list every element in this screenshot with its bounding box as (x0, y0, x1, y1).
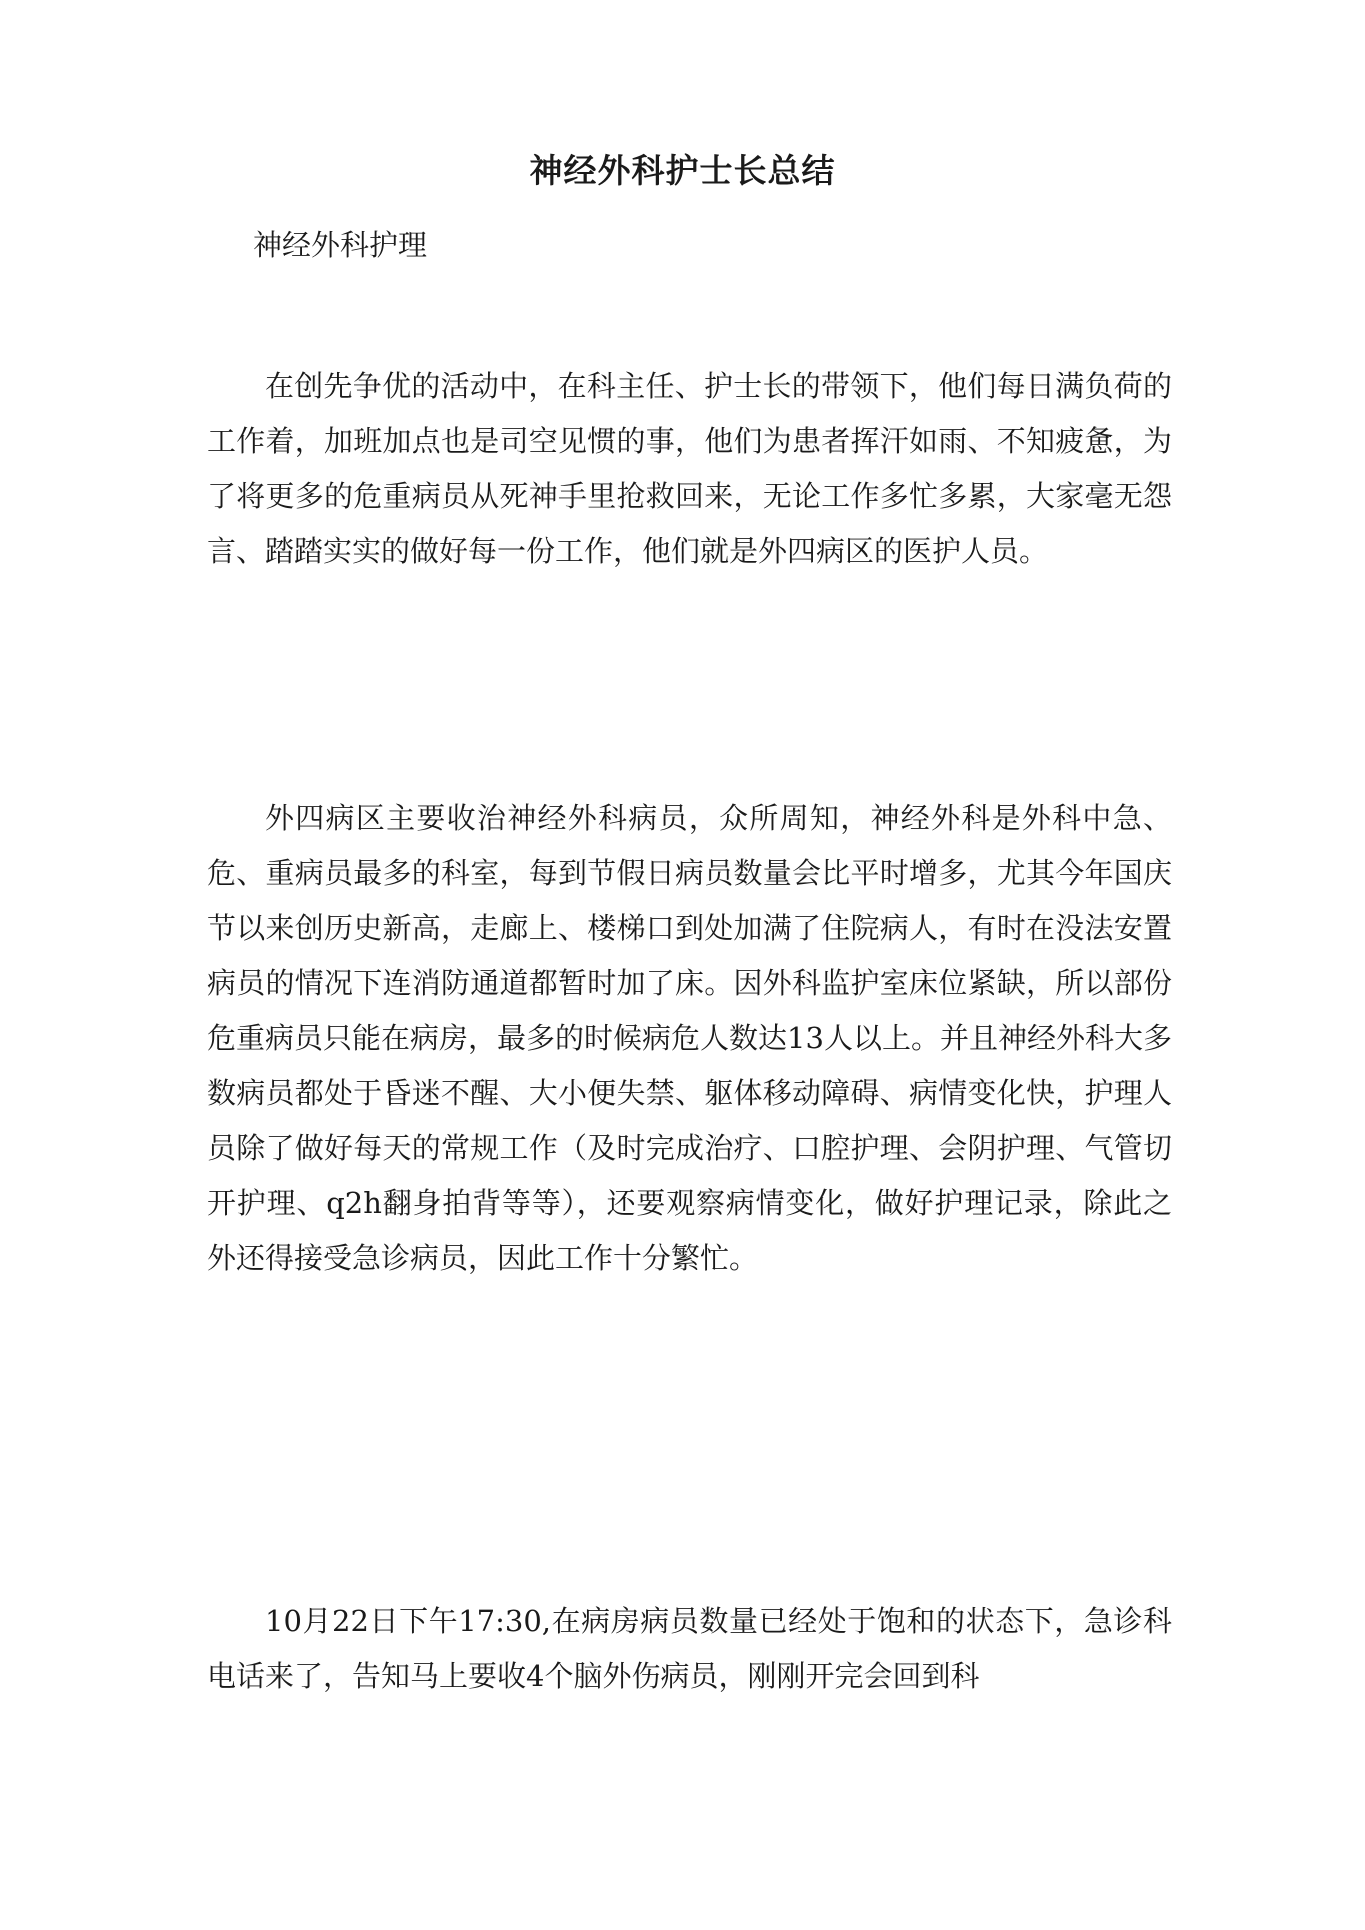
paragraph-3: 10月22日下午17:30,在病房病员数量已经处于饱和的状态下，急诊科电话来了，告知马上要收4个脑外伤病员，刚刚开完会回到科 (207, 1604, 1172, 1693)
paragraph-2: 外四病区主要收治神经外科病员，众所周知，神经外科是外科中急、危、重病员最多的科室，每到节假日病员数量会比平时增多，尤其今年国庆节以来创历史新高，走廊上、楼梯口到处加满了住院病人，有时在没法安置病员的情况下连消防通道都暂时加了床。因外科监护室床位紧缺，所以部份危重病员只能在病房，最多的时候病危人数达13人以上。并且神经外科大多数病员都处于昏迷不醒、大小便失禁、躯体移动障碍、病情变化快，护理人员除了做好每天的常规工作（及时完成治疗、口腔护理、会阴护理、气管切开护理、q2h翻身拍背等等），还要观察病情变化，做好护理记录，除此之外还得接受急诊病员，因此工作十分繁忙。 (207, 801, 1172, 1275)
paragraph-1: 在创先争优的活动中，在科主任、护士长的带领下，他们每日满负荷的工作着，加班加点也是司空见惯的事，他们为患者挥汗如雨、不知疲惫，为了将更多的危重病员从死神手里抢救回来，无论工作多忙多累，大家毫无怨言、踏踏实实的做好每一份工作，他们就是外四病区的医护人员。 (207, 369, 1172, 568)
document-title: 神经外科护士长总结 (529, 151, 836, 190)
document-subtitle: 神经外科护理 (253, 228, 428, 262)
